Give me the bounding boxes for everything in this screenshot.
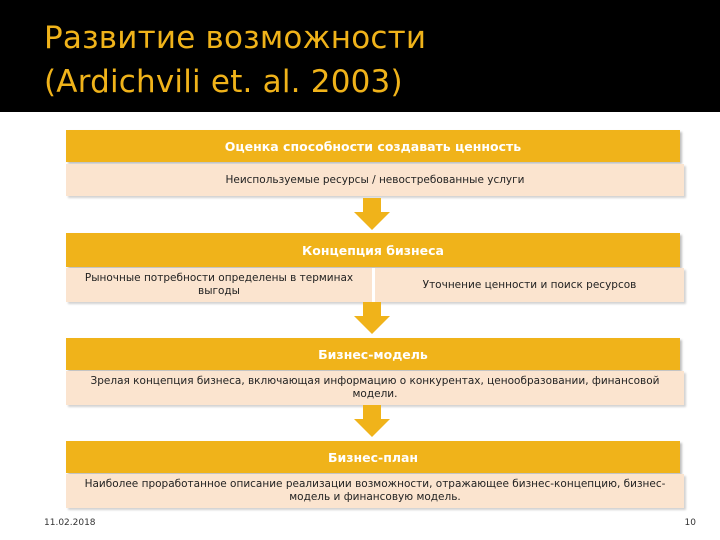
down-arrow-icon xyxy=(354,405,390,437)
stage-detail-business-model: Зрелая концепция бизнеса, включающая информацию о конкурентах, ценообразовании, финансовой модели. xyxy=(66,371,684,405)
stage-header-value-assessment: Оценка способности создавать ценность xyxy=(66,130,680,162)
stage-detail-value-refinement: Уточнение ценности и поиск ресурсов xyxy=(375,268,684,302)
stage-header-business-concept: Концепция бизнеса xyxy=(66,233,680,267)
title-bar xyxy=(0,0,720,112)
down-arrow-icon xyxy=(354,302,390,334)
down-arrow-icon xyxy=(354,198,390,230)
slide-page-number: 10 xyxy=(684,518,696,528)
slide-date: 11.02.2018 xyxy=(44,518,96,528)
stage-header-business-model: Бизнес-модель xyxy=(66,338,680,370)
slide-title-line2: (Ardichvili et. al. 2003) xyxy=(44,64,403,100)
slide-title-line1: Развитие возможности xyxy=(44,20,427,56)
stage-detail-business-plan: Наиболее проработанное описание реализации возможности, отражающее бизнес-концепцию, бизнес-модель и финансовую модель. xyxy=(66,474,684,508)
stage-detail-market-needs: Рыночные потребности определены в терминах выгоды xyxy=(66,268,372,302)
stage-detail-value-assessment: Неиспользуемые ресурсы / невостребованные услуги xyxy=(66,164,684,196)
stage-header-business-plan: Бизнес-план xyxy=(66,441,680,473)
